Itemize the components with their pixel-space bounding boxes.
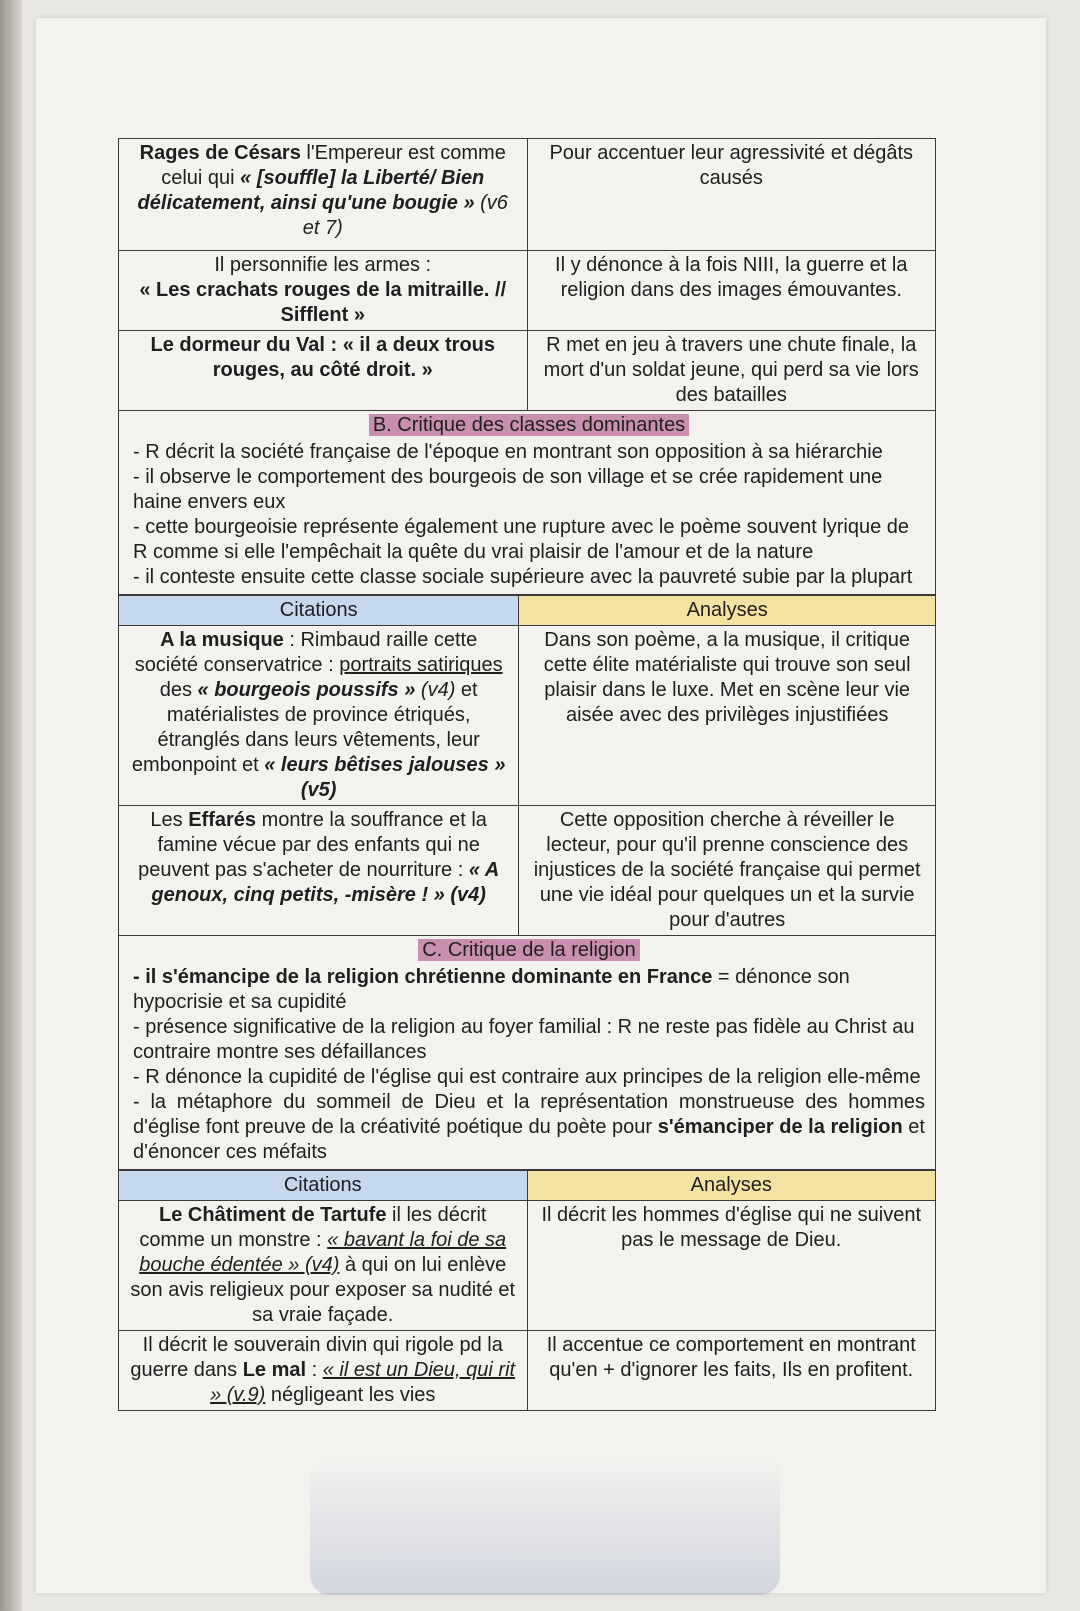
quote: « bourgeois poussifs »: [197, 679, 416, 701]
citation-cell: [119, 806, 519, 936]
section-title-text: C. Critique de la religion: [418, 939, 639, 961]
section-c: [118, 936, 936, 1170]
quote: « A genoux, cinq petits, -misère ! » (v4): [151, 859, 500, 906]
bullet-line: - il observe le comportement des bourgeois de son village et se crée rapidement une haine envers eux: [133, 466, 883, 513]
citation-cell: [119, 1201, 528, 1331]
war-citations-table: [118, 138, 936, 411]
table-row: [119, 139, 936, 251]
section-title: [133, 413, 925, 438]
table-row: [119, 626, 936, 806]
religion-citations-table: [118, 1170, 936, 1411]
hand-shadow: [310, 1455, 780, 1595]
citation-text: Les: [150, 809, 189, 831]
verse-ref: (v6 et 7): [302, 192, 508, 239]
poem-title: Le mal: [242, 1359, 307, 1381]
column-header-analyses: Analyses: [519, 596, 936, 626]
citation-text: montre la souffrance et la famine vécue par des enfants qui ne peuvent pas s'acheter de nourriture :: [138, 809, 487, 881]
bullet-bold: - il s'émancipe de la religion chrétienne dominante en France: [133, 966, 713, 988]
table-header-row: [119, 1171, 936, 1201]
quote: « [souffle] la Liberté/ Bien délicatement, ainsi qu'une bougie »: [137, 167, 485, 214]
bullet-line: - présence significative de la religion au foyer familial : R ne reste pas fidèle au Christ au contraire montre ses défaillances: [133, 1016, 915, 1063]
citation-text: l'Empereur est comme celui qui: [161, 142, 506, 189]
poem-title: Effarés: [188, 809, 257, 831]
analysis-cell: Pour accentuer leur agressivité et dégâts causés: [527, 139, 936, 251]
bullet-line: - il conteste ensuite cette classe sociale supérieure avec la pauvreté subie par la plupart: [133, 566, 913, 588]
bullet-bold: s'émanciper de la religion: [657, 1116, 903, 1138]
page-edge-shadow: [0, 0, 22, 1611]
citation-cell: [119, 251, 528, 331]
poem-title: Rages de Césars: [139, 142, 301, 164]
table-row: [119, 806, 936, 936]
quote: Le dormeur du Val : « il a deux trous rouges, au côté droit. »: [150, 334, 496, 381]
document-body: [118, 138, 936, 1411]
table-row: [119, 1201, 936, 1331]
section-title: [133, 938, 925, 963]
table-row: [119, 251, 936, 331]
citation-text: Il décrit le souverain divin qui rigole pd la guerre dans: [130, 1334, 503, 1381]
bullet-text: - la métaphore du sommeil de Dieu et la représentation monstrueuse des hommes d'église font preuve de la créativité poétique du poète pour: [133, 1091, 925, 1138]
table-row: [119, 331, 936, 411]
citation-text: il les décrit comme un monstre :: [139, 1204, 487, 1251]
citation-text: : Rimbaud raille cette société conservatrice :: [134, 629, 478, 676]
column-header-citations: Citations: [119, 1171, 528, 1201]
bullet-line: - R dénonce la cupidité de l'église qui est contraire aux principes de la religion elle-même: [133, 1066, 921, 1088]
citation-text: :: [306, 1359, 323, 1381]
citation-cell: [119, 626, 519, 806]
citation-text: à qui on lui enlève son avis religieux pour exposer sa nudité et sa vraie façade.: [130, 1254, 516, 1326]
citation-cell: [119, 139, 528, 251]
quote: « Les crachats rouges de la mitraille. // Sifflent »: [139, 279, 507, 326]
citation-text: des: [159, 679, 198, 701]
section-title-text: B. Critique des classes dominantes: [369, 414, 689, 436]
quote: « bavant la foi de sa bouche édentée » (v4): [139, 1229, 507, 1276]
analysis-cell: R met en jeu à travers une chute finale, la mort d'un soldat jeune, qui perd sa vie lors des batailles: [527, 331, 936, 411]
analysis-cell: Il y dénonce à la fois NIII, la guerre et la religion dans des images émouvantes.: [527, 251, 936, 331]
poem-title: Le Châtiment de Tartufe: [159, 1204, 387, 1226]
analysis-cell: Cette opposition cherche à réveiller le lecteur, pour qu'il prenne conscience des injustices de la société française qui permet une vie idéal pour quelques un et la survie pour d'autres: [519, 806, 936, 936]
analysis-cell: Dans son poème, a la musique, il critique cette élite matérialiste qui trouve son seul plaisir dans le luxe. Met en scène leur vie aisée avec des privilèges injustifiées: [519, 626, 936, 806]
bullet-text: et d'énoncer ces méfaits: [133, 1116, 925, 1163]
bullet-line: [133, 965, 925, 1015]
bullet-text: = dénonce son hypocrisie et sa cupidité: [133, 966, 850, 1013]
citation-text: portraits satiriques: [339, 654, 503, 676]
citation-cell: [119, 1331, 528, 1411]
column-header-citations: Citations: [119, 596, 519, 626]
citation-text: Il personnifie les armes :: [214, 254, 432, 276]
section-b: [118, 411, 936, 595]
table-header-row: [119, 596, 936, 626]
bullet-line: [133, 1090, 925, 1165]
verse-ref: (v4): [415, 679, 456, 701]
citation-text: négligeant les vies: [265, 1384, 436, 1406]
quote: « leurs bêtises jalouses » (v5): [264, 754, 506, 801]
citation-text: et matérialistes de province étriqués, étranglés dans leurs vêtements, leur embonpoint et: [131, 679, 480, 776]
bullet-line: - cette bourgeoisie représente également une rupture avec le poème souvent lyrique de R comme si elle l'empêchait la quête du vrai plaisir de l'amour et de la nature: [133, 516, 910, 563]
table-row: [119, 1331, 936, 1411]
classes-citations-table: [118, 595, 936, 936]
analysis-cell: Il accentue ce comportement en montrant qu'en + d'ignorer les faits, Ils en profitent.: [527, 1331, 936, 1411]
quote: « il est un Dieu, qui rit » (v.9): [210, 1359, 516, 1406]
poem-title: A la musique: [160, 629, 284, 651]
column-header-analyses: Analyses: [527, 1171, 936, 1201]
citation-cell: [119, 331, 528, 411]
bullet-line: - R décrit la société française de l'époque en montrant son opposition à sa hiérarchie: [133, 441, 883, 463]
analysis-cell: Il décrit les hommes d'église qui ne suivent pas le message de Dieu.: [527, 1201, 936, 1331]
